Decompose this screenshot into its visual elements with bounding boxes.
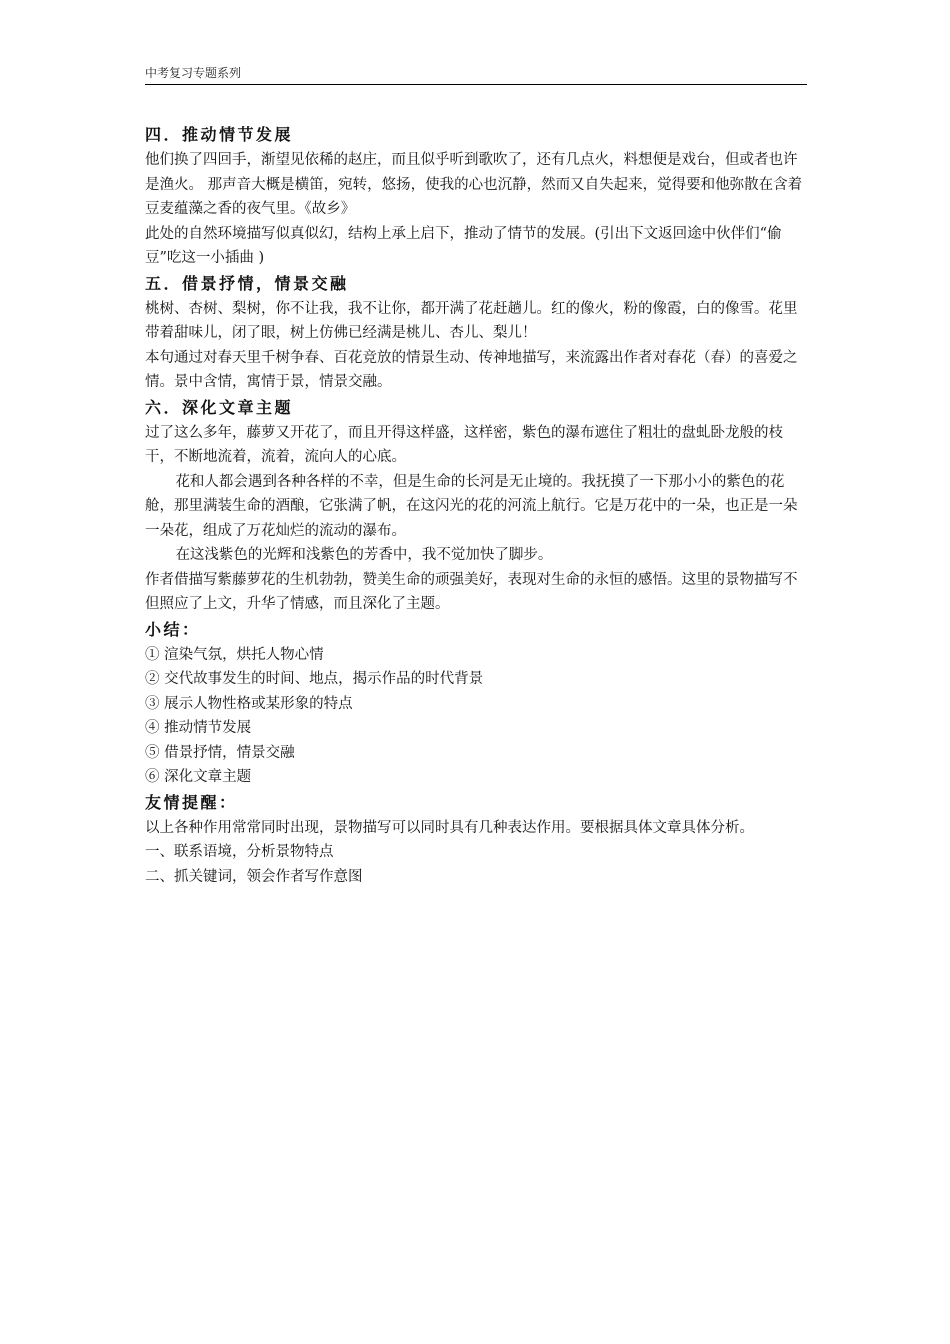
section-4-heading: 四．推动情节发展	[145, 125, 294, 144]
summary-item-6: ⑥ 深化文章主题	[145, 769, 252, 785]
section-6-paragraph-1: 过了这么多年，藤萝又开花了，而且开得这样盛，这样密，紫色的瀑布遮住了粗壮的盘虬卧龙般的枝干，不断地流着，流着，流向人的心底。	[145, 424, 783, 465]
section-6-heading: 六．深化文章主题	[145, 397, 294, 417]
section-5-example: 桃树、杏树、梨树，你不让我，我不让你，都开满了花赶趟儿。红的像火，粉的像霞，白的像雪。花里带着甜味儿，闭了眼，树上仿佛已经满是桃儿、杏儿、梨儿！	[145, 300, 798, 341]
summary-item-1: ① 渲染气氛，烘托人物心情	[145, 646, 324, 663]
reminder-step-1: 一、联系语境，分析景物特点	[145, 844, 334, 860]
summary-item-4: ④ 推动情节发展	[145, 720, 252, 736]
reminder-text: 以上各种作用常常同时出现，景物描写可以同时具有几种表达作用。要根据具体文章具体分析。	[145, 819, 754, 836]
summary-item-2: ② 交代故事发生的时间、地点，揭示作品的时代背景	[145, 671, 484, 687]
section-5-heading: 五．借景抒情，情景交融	[145, 273, 349, 293]
summary-item-5: ⑤ 借景抒情，情景交融	[145, 744, 295, 761]
document-body	[145, 122, 809, 889]
reminder-heading: 友情提醒：	[145, 792, 238, 812]
header-title: 中考复习专题系列	[145, 66, 242, 80]
summary-item-3: ③ 展示人物性格或某形象的特点	[145, 695, 353, 712]
section-6-analysis: 作者借描写紫藤萝花的生机勃勃，赞美生命的顽强美好，表现对生命的永恒的感悟。这里的景物描写不但照应了上文，升华了情感，而且深化了主题。	[145, 571, 798, 612]
section-5-analysis: 本句通过对春天里千树争春、百花竞放的情景生动、传神地描写，来流露出作者对春花（春）的喜爱之情。景中含情，寓情于景，情景交融。	[145, 349, 798, 390]
summary-list	[145, 643, 809, 790]
section-6-paragraph-3: 在这浅紫色的光辉和浅紫色的芳香中，我不觉加快了脚步。	[175, 547, 553, 563]
section-6-paragraph-2: 花和人都会遇到各种各样的不幸，但是生命的长河是无止境的。我抚摸了一下那小小的紫色的花舱，那里满装生命的酒酿，它张满了帆，在这闪光的花的河流上航行。它是万花中的一朵，也正是一朵一朵花，组成了万花灿烂的流动的瀑布。	[145, 473, 798, 539]
summary-heading: 小结：	[145, 619, 201, 639]
reminder-step-2: 二、抓关键词，领会作者写作意图	[145, 868, 363, 885]
section-4-example: 他们换了四回手，渐望见依稀的赵庄，而且似乎听到歌吹了，还有几点火，料想便是戏台，但或者也许是渔火。 那声音大概是横笛，宛转，悠扬，使我的心也沉静，然而又自失起来，觉得要和他弥散在含着豆麦蕴藻之香的夜气里。《故乡》	[145, 152, 803, 217]
section-4-analysis: 此处的自然环境描写似真似幻，结构上承上启下，推动了情节的发展。(引出下文返回途中伙伴们“偷豆”吃这一小插曲 )	[145, 225, 782, 266]
page-header	[145, 66, 807, 85]
